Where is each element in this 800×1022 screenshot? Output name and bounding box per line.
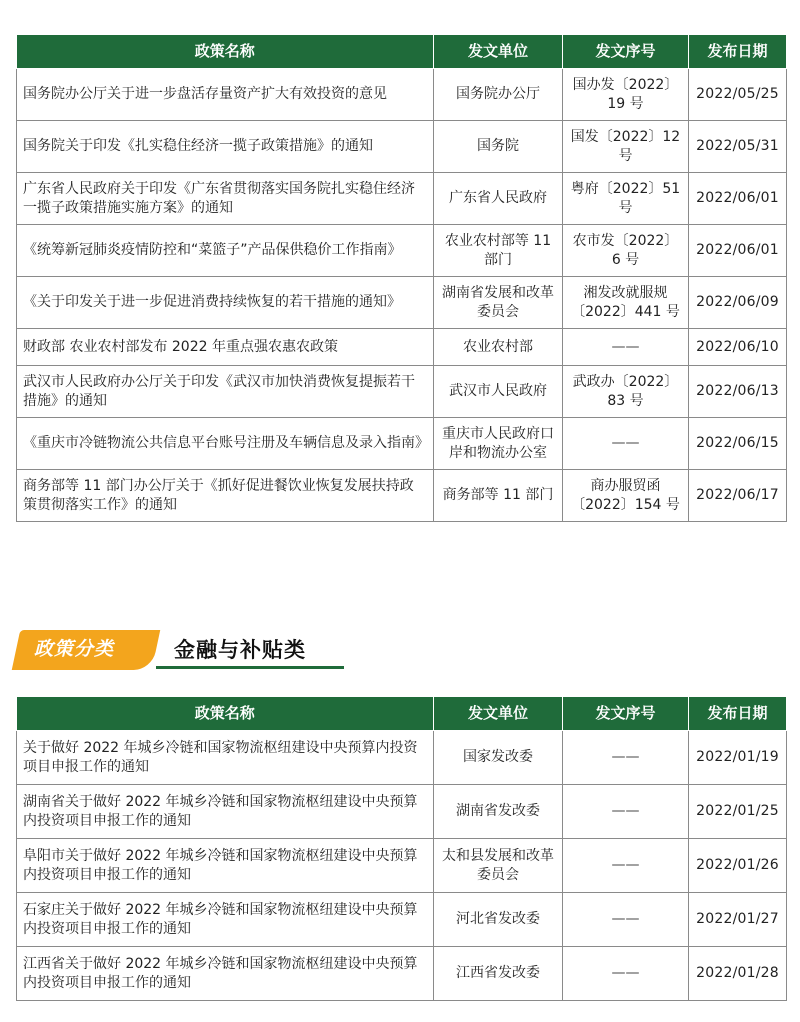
table-row [17,277,787,329]
table-row [17,731,787,785]
publish-date: 2022/01/25 [689,785,787,839]
issuer: 武汉市人民政府 [434,366,563,418]
issuer: 农业农村部 [434,329,563,366]
table-row [17,839,787,893]
publish-date: 2022/01/27 [689,893,787,947]
issuer: 江西省发改委 [434,947,563,1001]
doc-number: —— [563,785,689,839]
publish-date: 2022/06/13 [689,366,787,418]
header-doc-number: 发文序号 [563,35,689,69]
header-issuer: 发文单位 [434,35,563,69]
policy-name: 《关于印发关于进一步促进消费持续恢复的若干措施的通知》 [17,277,434,329]
policy-name: 商务部等 11 部门办公厅关于《抓好促进餐饮业恢复发展扶持政策贯彻落实工作》的通知 [17,470,434,522]
policy-name: 石家庄关于做好 2022 年城乡冷链和国家物流枢纽建设中央预算内投资项目申报工作的通知 [17,893,434,947]
table-row [17,366,787,418]
table-header-row [17,697,787,731]
header-issuer: 发文单位 [434,697,563,731]
table-row [17,785,787,839]
issuer: 商务部等 11 部门 [434,470,563,522]
doc-number: 农市发〔2022〕6 号 [563,225,689,277]
header-policy-name: 政策名称 [17,35,434,69]
publish-date: 2022/06/01 [689,225,787,277]
policy-name: 财政部 农业农村部发布 2022 年重点强农惠农政策 [17,329,434,366]
table-row [17,470,787,522]
policy-name: 武汉市人民政府办公厅关于印发《武汉市加快消费恢复提振若干措施》的通知 [17,366,434,418]
doc-number: 粤府〔2022〕51 号 [563,173,689,225]
issuer: 太和县发展和改革委员会 [434,839,563,893]
policy-name: 国务院关于印发《扎实稳住经济一揽子政策措施》的通知 [17,121,434,173]
policy-name: 《统筹新冠肺炎疫情防控和“菜篮子”产品保供稳价工作指南》 [17,225,434,277]
policy-name: 《重庆市冷链物流公共信息平台账号注册及车辆信息及录入指南》 [17,418,434,470]
table-header-row [17,35,787,69]
publish-date: 2022/01/26 [689,839,787,893]
category-badge-label: 政策分类 [34,638,115,660]
table-row [17,329,787,366]
doc-number: 商办服贸函〔2022〕154 号 [563,470,689,522]
doc-number: —— [563,731,689,785]
policy-name: 江西省关于做好 2022 年城乡冷链和国家物流枢纽建设中央预算内投资项目申报工作的通知 [17,947,434,1001]
issuer: 重庆市人民政府口岸和物流办公室 [434,418,563,470]
issuer: 湖南省发改委 [434,785,563,839]
issuer: 广东省人民政府 [434,173,563,225]
publish-date: 2022/05/25 [689,69,787,121]
issuer: 国家发改委 [434,731,563,785]
section-underline [156,666,344,669]
header-publish-date: 发布日期 [689,697,787,731]
table-row [17,69,787,121]
doc-number: —— [563,893,689,947]
header-doc-number: 发文序号 [563,697,689,731]
policy-name: 阜阳市关于做好 2022 年城乡冷链和国家物流枢纽建设中央预算内投资项目申报工作的通知 [17,839,434,893]
publish-date: 2022/05/31 [689,121,787,173]
issuer: 湖南省发展和改革委员会 [434,277,563,329]
issuer: 国务院 [434,121,563,173]
publish-date: 2022/06/17 [689,470,787,522]
issuer: 农业农村部等 11 部门 [434,225,563,277]
header-publish-date: 发布日期 [689,35,787,69]
policy-table-2 [16,696,787,1001]
section-title: 金融与补贴类 [174,638,306,662]
doc-number: 国办发〔2022〕19 号 [563,69,689,121]
table-row [17,947,787,1001]
doc-number: —— [563,418,689,470]
table-row [17,893,787,947]
issuer: 河北省发改委 [434,893,563,947]
policy-name: 湖南省关于做好 2022 年城乡冷链和国家物流枢纽建设中央预算内投资项目申报工作的通知 [17,785,434,839]
doc-number: 国发〔2022〕12 号 [563,121,689,173]
table-row [17,121,787,173]
policy-name: 广东省人民政府关于印发《广东省贯彻落实国务院扎实稳住经济一揽子政策措施实施方案》的通知 [17,173,434,225]
table-row [17,173,787,225]
doc-number: —— [563,947,689,1001]
publish-date: 2022/06/01 [689,173,787,225]
publish-date: 2022/06/15 [689,418,787,470]
header-policy-name: 政策名称 [17,697,434,731]
policy-name: 关于做好 2022 年城乡冷链和国家物流枢纽建设中央预算内投资项目申报工作的通知 [17,731,434,785]
policy-name: 国务院办公厅关于进一步盘活存量资产扩大有效投资的意见 [17,69,434,121]
doc-number: —— [563,839,689,893]
publish-date: 2022/01/19 [689,731,787,785]
issuer: 国务院办公厅 [434,69,563,121]
policy-table-1 [16,34,787,522]
doc-number: —— [563,329,689,366]
doc-number: 武政办〔2022〕83 号 [563,366,689,418]
publish-date: 2022/06/09 [689,277,787,329]
table-row [17,225,787,277]
publish-date: 2022/01/28 [689,947,787,1001]
publish-date: 2022/06/10 [689,329,787,366]
table-row [17,418,787,470]
doc-number: 湘发改就服规〔2022〕441 号 [563,277,689,329]
section-header [16,624,346,674]
